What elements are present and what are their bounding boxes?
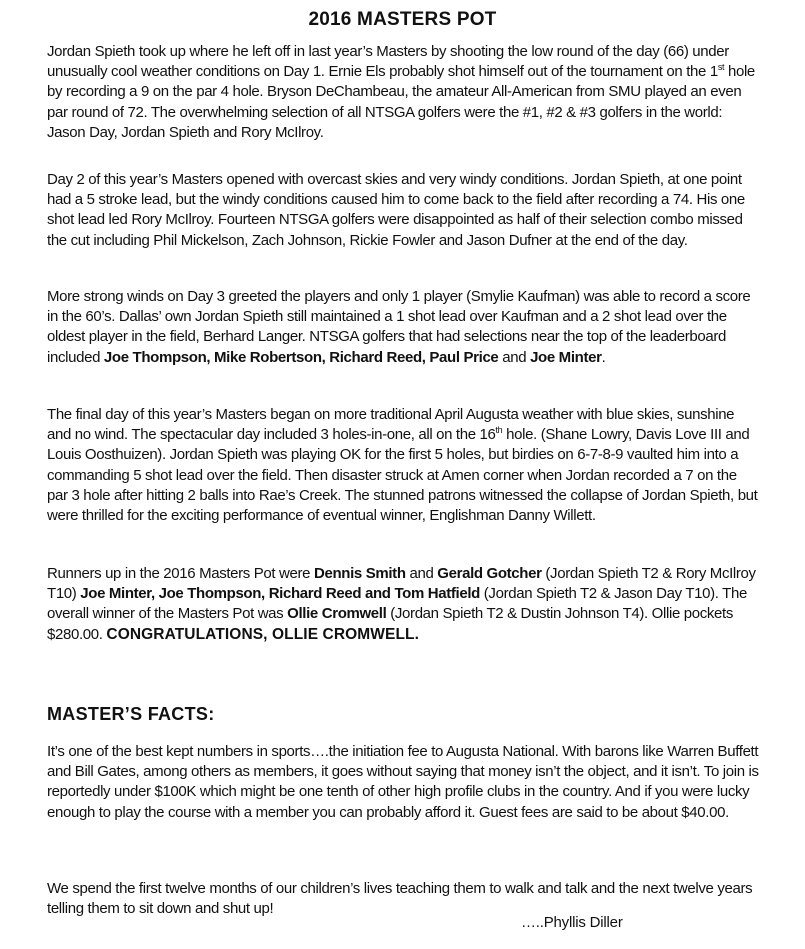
results-paragraph <box>47 564 759 645</box>
results-picks-two: (Jordan Spieth T2 & Jason Day T10). The overall winner of the Masters Pot was <box>47 585 747 623</box>
results-intro: Runners up in the 2016 Masters Pot were <box>47 565 314 582</box>
leaderboard-golfer-last: Joe Minter <box>530 348 602 366</box>
page-title: 2016 MASTERS POT <box>308 9 497 30</box>
quote-attribution: …..Phyllis Diller <box>521 914 623 931</box>
results-picks-one: (Jordan Spieth T2 & Rory McIlroy T10) <box>47 565 756 603</box>
facts-paragraph: It’s one of the best kept numbers in sports….the initiation fee to Augusta National. With barons like Warren Buffett and Bill Gates, among others as members, it goes without saying that money isn’t the object, and it isn’t. To join is reportedly under $100K which might be one tenth of other high profile clubs in the country. And if you were lucky enough to play the course with a member you can probably afford it. Guest fees are said to be about $40.00. <box>47 743 759 821</box>
day-one-text-start: Jordan Spieth took up where he left off in last year’s Masters by shooting the low round of the day (66) under unusually cool weather conditions on Day 1. Ernie Els probably shot himself out of the tournament on the 1 <box>47 43 729 81</box>
results-prize: (Jordan Spieth T2 & Dustin Johnson T4). Ollie pockets $280.00. <box>47 605 734 643</box>
day-one-paragraph <box>47 42 759 143</box>
day-one-text-end: hole by recording a 9 on the par 4 hole. Bryson DeChambeau, the amateur All-American from SMU played an even par round of 72. The overwhelming selection of all NTSGA golfers were the #1, #2 & #3 golfers in the world: Jason Day, Jordan Spieth and Rory McIlroy. <box>47 63 755 141</box>
day-four-text-end: hole. (Shane Lowry, Davis Love III and Louis Oosthuizen). Jordan Spieth was playing OK for the first 5 holes, but birdies on 6-7-8-9 vaulted him into a commanding 5 shot lead over the field. Then disaster struck at Amen corner when Jordan recorded a 7 on the par 3 hole after hitting 2 balls into Rae’s Creek. The stunned patrons witnessed the collapse of Jordan Spieth, but were thrilled for the exciting performance of eventual winner, Englishman Danny Willett. <box>47 426 758 525</box>
overall-winner: Ollie Cromwell <box>287 605 387 623</box>
day-three-period: . <box>601 348 606 366</box>
congratulations-text: CONGRATULATIONS, OLLIE CROMWELL. <box>106 625 420 643</box>
quote-text: We spend the first twelve months of our children’s lives teaching them to walk and talk and the next twelve years telling them to sit down and shut up! <box>47 880 753 917</box>
runner-up-one: Dennis Smith <box>314 565 406 582</box>
results-and: and <box>405 565 438 582</box>
ordinal-suffix: st <box>717 62 725 73</box>
day-three-connector: and <box>498 348 531 366</box>
runner-up-two: Gerald Gotcher <box>437 565 542 582</box>
facts-heading: MASTER’S FACTS: <box>47 704 215 724</box>
day-two-paragraph: Day 2 of this year’s Masters opened with overcast skies and very windy conditions. Jordan Spieth, at one point had a 5 stroke lead, but the windy conditions caused him to come back to the field after recording a 74. His one shot lead led Rory McIlroy. Fourteen NTSGA golfers were disappointed as half of their selection combo missed the cut including Phil Mickelson, Zach Johnson, Rickie Fowler and Jason Dufner at the end of the day. <box>47 171 745 249</box>
runner-up-group: Joe Minter, Joe Thompson, Richard Reed and Tom Hatfield <box>80 585 480 603</box>
day-three-text-start: More strong winds on Day 3 greeted the players and only 1 player (Smylie Kaufman) was able to record a score in the 60’s. Dallas’ own Jordan Spieth still maintained a 1 shot lead over Kaufman and a 2 shot lead over the oldest player in the field, Berhard Langer. NTSGA golfers that had selections near the top of the leaderboard included <box>47 288 751 366</box>
leaderboard-golfers: Joe Thompson, Mike Robertson, Richard Reed, Paul Price <box>103 348 499 366</box>
day-three-paragraph <box>47 287 759 368</box>
day-four-text-start: The final day of this year’s Masters began on more traditional April Augusta weather with blue skies, sunshine and no wind. The spectacular day included 3 holes-in-one, all on the 16 <box>47 406 735 444</box>
day-four-paragraph <box>47 405 759 526</box>
ordinal-suffix: th <box>495 425 503 436</box>
